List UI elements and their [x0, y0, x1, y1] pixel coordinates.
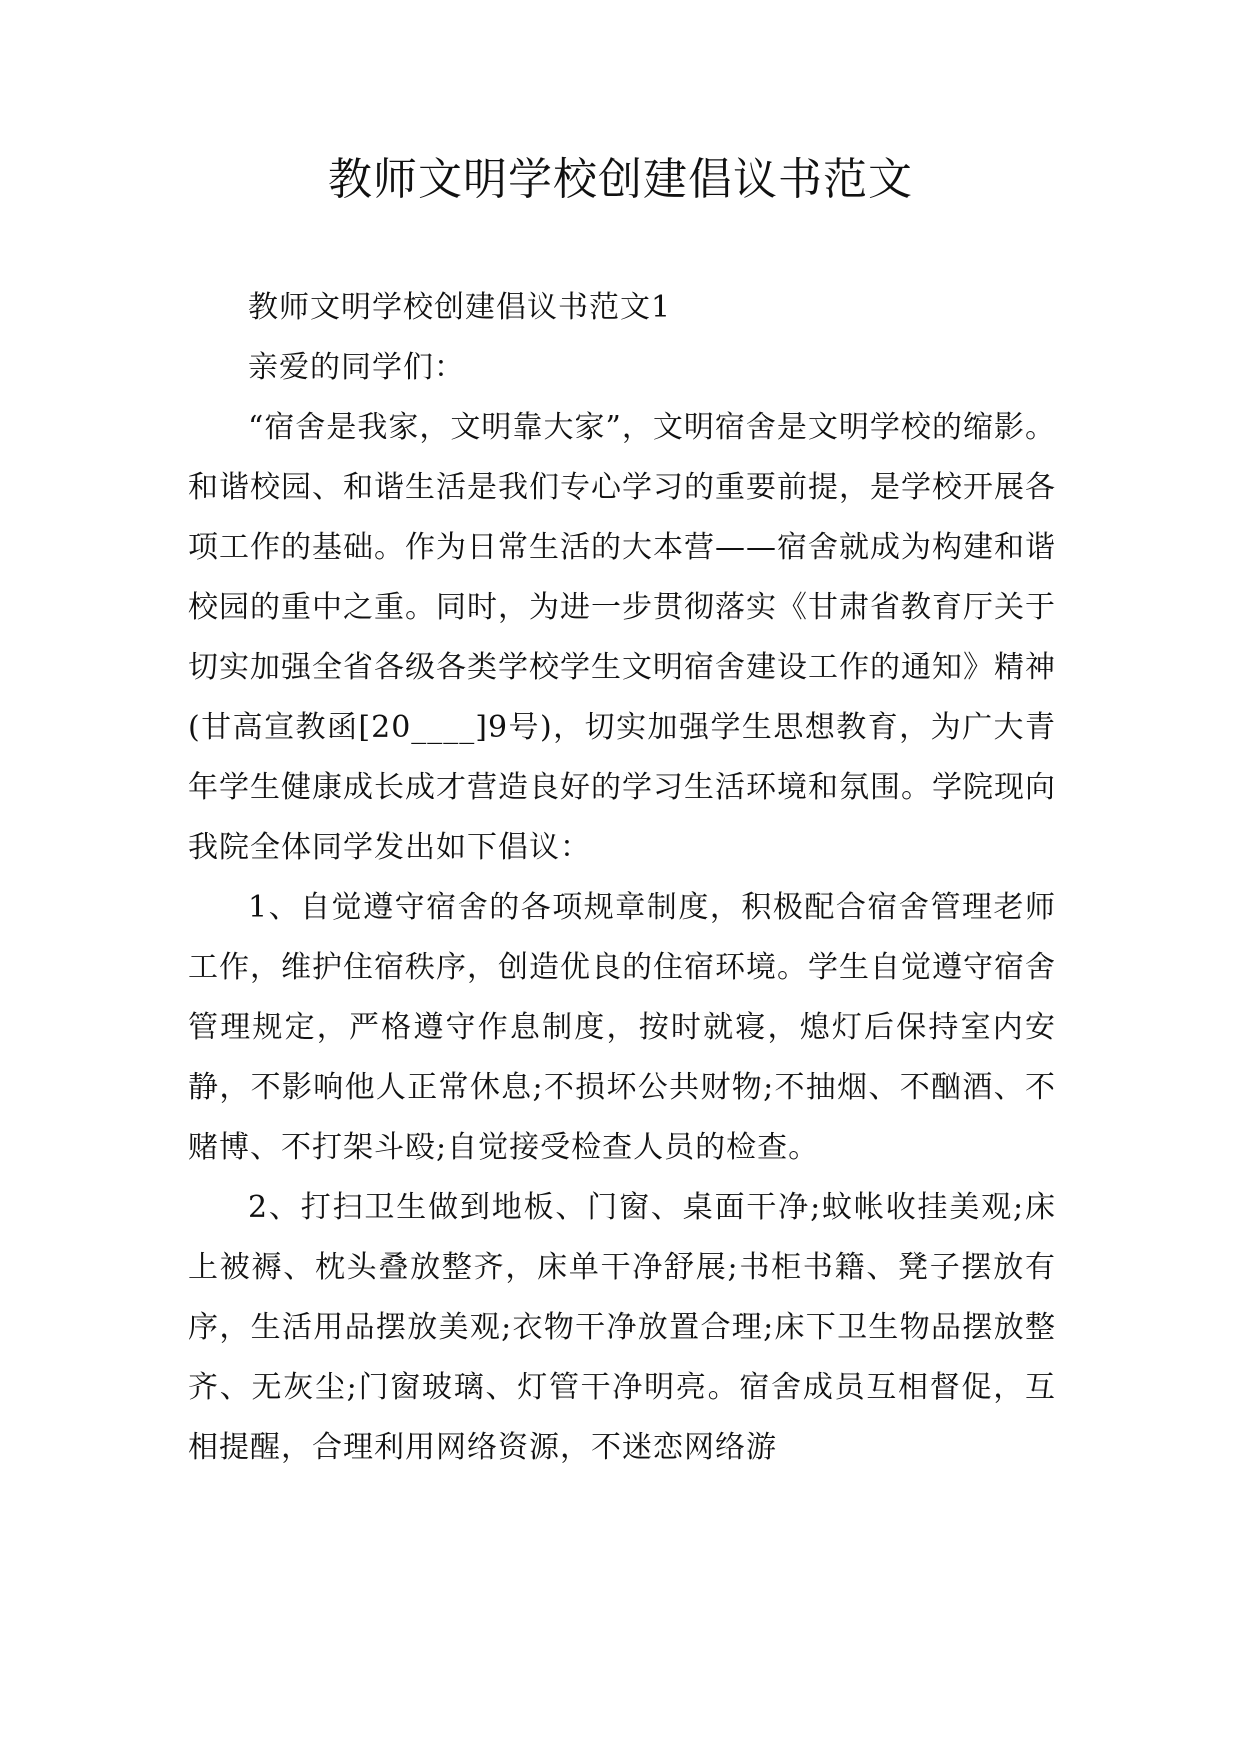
- intro-paragraph: “宿舍是我家，文明靠大家”，文明宿舍是文明学校的缩影。和谐校园、和谐生活是我们专心学习的重要前提，是学校开展各项工作的基础。作为日常生活的大本营——宿舍就成为构建和谐校园的重中之重。同时，为进一步贯彻落实《甘肃省教育厅关于切实加强全省各级各类学校学生文明宿舍建设工作的通知》精神(甘高宣教函[20____]9号)，切实加强学生思想教育，为广大青年学生健康成长成才营造良好的学习生活环境和氛围。学院现向我院全体同学发出如下倡议：: [188, 410, 1056, 865]
- document-body: [188, 278, 1056, 1478]
- salutation-paragraph: 亲爱的同学们：: [248, 350, 465, 385]
- document-title: 教师文明学校创建倡议书范文: [328, 154, 913, 205]
- item-1-paragraph: 1、自觉遵守宿舍的各项规章制度，积极配合宿舍管理老师工作，维护住宿秩序，创造优良的住宿环境。学生自觉遵守宿舍管理规定，严格遵守作息制度，按时就寝，熄灯后保持室内安静，不影响他人正常休息;不损坏公共财物;不抽烟、不酗酒、不赌博、不打架斗殴;自觉接受检查人员的检查。: [188, 890, 1056, 1165]
- subtitle-paragraph: 教师文明学校创建倡议书范文1: [248, 290, 672, 325]
- item-2-paragraph: 2、打扫卫生做到地板、门窗、桌面干净;蚊帐收挂美观;床上被褥、枕头叠放整齐，床单干净舒展;书柜书籍、凳子摆放有序，生活用品摆放美观;衣物干净放置合理;床下卫生物品摆放整齐、无灰尘;门窗玻璃、灯管干净明亮。宿舍成员互相督促，互相提醒，合理利用网络资源，不迷恋网络游: [188, 1190, 1056, 1465]
